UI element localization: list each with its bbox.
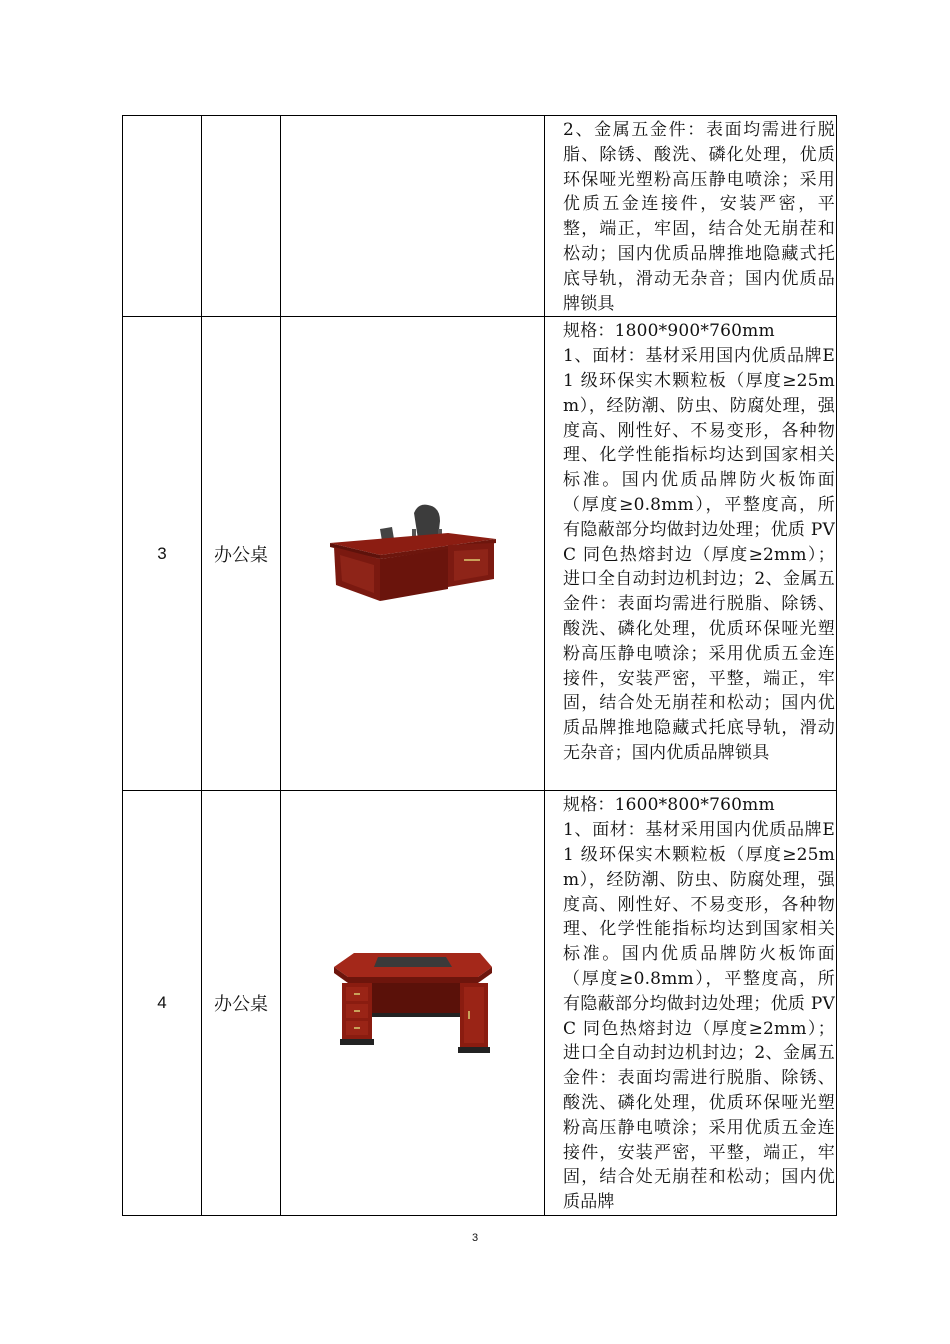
product-name: 办公桌 (202, 317, 281, 791)
row-index (123, 116, 202, 317)
description-cell (545, 116, 837, 317)
table-row (123, 116, 837, 317)
executive-desk-icon (328, 499, 498, 609)
page-number: 3 (471, 1232, 479, 1244)
office-desk-icon (328, 947, 498, 1059)
product-description: 规格：1800*900*760mm 1、面材：基材采用国内优质品牌E1 级环保实木颗粒板（厚度≥25mm），经防潮、防虫、防腐处理，强度高、刚性好、不易变形，各种物理、化学性能指标均达到国家相关标准。国内优质品牌防火板饰面（厚度≥0.8mm），平整度高，所有隐蔽部分均做封边处理；优质 PVC 同色热熔封边（厚度≥2mm）；进口全自动封边机封边；2、金属五金件：表面均需进行脱脂、除锈、酸洗、磷化处理，优质环保哑光塑粉高压静电喷涂；采用优质五金连接件，安装严密，平整，端正，牢固，结合处无崩茬和松动；国内优质品牌推地隐藏式托底导轨，滑动无杂音；国内优质品牌锁具 (563, 321, 835, 763)
description-cell (545, 317, 837, 791)
table-row (123, 791, 837, 1216)
product-image-cell (281, 116, 545, 317)
product-name: 办公桌 (202, 791, 281, 1216)
row-index: 3 (123, 317, 202, 791)
product-description: 2、金属五金件：表面均需进行脱脂、除锈、酸洗、磷化处理，优质环保哑光塑粉高压静电喷涂；采用优质五金连接件，安装严密，平整，端正，牢固，结合处无崩茬和松动；国内优质品牌推地隐藏式托底导轨，滑动无杂音；国内优质品牌锁具 (563, 120, 835, 314)
product-image-cell (281, 317, 545, 791)
product-description: 规格：1600*800*760mm 1、面材：基材采用国内优质品牌E1 级环保实木颗粒板（厚度≥25mm），经防潮、防虫、防腐处理，强度高、刚性好、不易变形，各种物理、化学性能指标均达到国家相关标准。国内优质品牌防火板饰面（厚度≥0.8mm），平整度高，所有隐蔽部分均做封边处理；优质 PVC 同色热熔封边（厚度≥2mm）；进口全自动封边机封边；2、金属五金件：表面均需进行脱脂、除锈、酸洗、磷化处理，优质环保哑光塑粉高压静电喷涂；采用优质五金连接件，安装严密，平整，端正，牢固，结合处无崩茬和松动；国内优质品牌 (563, 795, 835, 1213)
product-name (202, 116, 281, 317)
description-cell (545, 791, 837, 1216)
product-image-cell (281, 791, 545, 1216)
spec-table (122, 115, 837, 1216)
table-row (123, 317, 837, 791)
row-index: 4 (123, 791, 202, 1216)
